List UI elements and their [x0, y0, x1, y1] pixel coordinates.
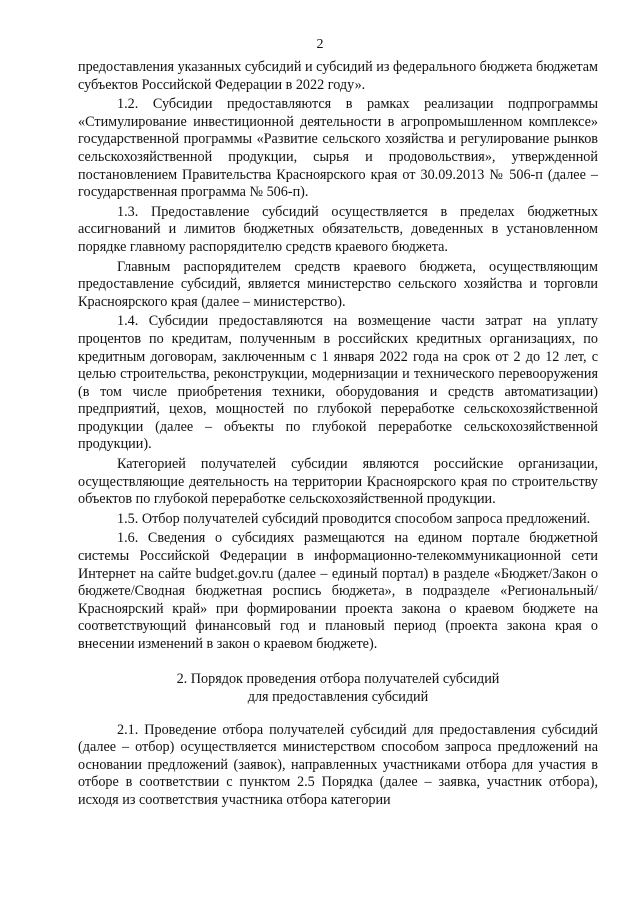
page-number: 2 — [316, 37, 324, 52]
section-heading-line-1: 2. Порядок проведения отбора получателей субсидий — [176, 670, 500, 687]
paragraph-1-6: 1.6. Сведения о субсидиях размещаются на едином портале бюджетной системы Российской Федерации в информационно-телекоммуникационной сети Интернет на сайте budget.gov.ru (далее – единый портал) в разделе «Бюджет/Закон о бюджете/Сводная бюджетная роспись бюджета», в подразделе «Региональный/Красноярский край» при формировании проекта закона о краевом бюджете на соответствующий финансовый год и плановый период (проекта закона края о внесении изменений в закон о краевом бюджете). — [78, 530, 598, 652]
section-heading — [78, 670, 598, 706]
paragraph-1-2: 1.2. Субсидии предоставляются в рамках реализации подпрограммы «Стимулирование инвестиционной деятельности в агропромышленном комплексе» государственной программы «Развитие сельского хозяйства и регулирование рынков сельскохозяйственной продукции, сырья и продовольствия», утвержденной постановлением Правительства Красноярского края от 30.09.2013 № 506-п (далее – государственная программа № 506-п). — [78, 96, 598, 201]
paragraph-1-4: 1.4. Субсидии предоставляются на возмещение части затрат на уплату процентов по кредитам, полученным в российских кредитных организациях, по кредитным договорам, заключенным с 1 января 2022 года на срок от 2 до 12 лет, с целью строительства, реконструкции, модернизации и технического перевооружения (в том числе приобретения техники, оборудования и средств автоматизации) предприятий, цехов, мощностей по глубокой переработке сельскохозяйственной продукции (далее – объекты по глубокой переработке сельскохозяйственной продукции). — [78, 313, 598, 453]
paragraph-1-3: 1.3. Предоставление субсидий осуществляется в пределах бюджетных ассигнований и лимитов бюджетных обязательств, доведенных в установленном порядке главному распорядителю средств краевого бюджета. — [78, 203, 598, 255]
paragraph-main-administrator: Главным распорядителем средств краевого бюджета, осуществляющим предоставление субсидий, является министерство сельского хозяйства и торговли Красноярского края (далее – министерство). — [78, 258, 598, 310]
paragraph-1-5: 1.5. Отбор получателей субсидий проводится способом запроса предложений. — [117, 510, 591, 527]
paragraph-2-1: 2.1. Проведение отбора получателей субсидий для предоставления субсидий (далее – отбор) осуществляется министерством способом запроса предложений на основании предложений (заявок), направленных участниками отбора для участия в отборе в соответствии с пунктом 2.5 Порядка (далее – заявка, участник отбора), исходя из соответствия участника отбора категории — [78, 721, 598, 808]
paragraph-recipient-category: Категорией получателей субсидии являются российские организации, осуществляющие деятельность на территории Красноярского края по строительству объектов по глубокой переработке сельскохозяйственной продукции. — [78, 456, 598, 508]
document-body — [78, 59, 598, 812]
paragraph-continuation: предоставления указанных субсидий и субсидий из федерального бюджета бюджетам субъектов Российской Федерации в 2022 году». — [78, 59, 598, 93]
section-heading-line-2: для предоставления субсидий — [247, 688, 429, 705]
